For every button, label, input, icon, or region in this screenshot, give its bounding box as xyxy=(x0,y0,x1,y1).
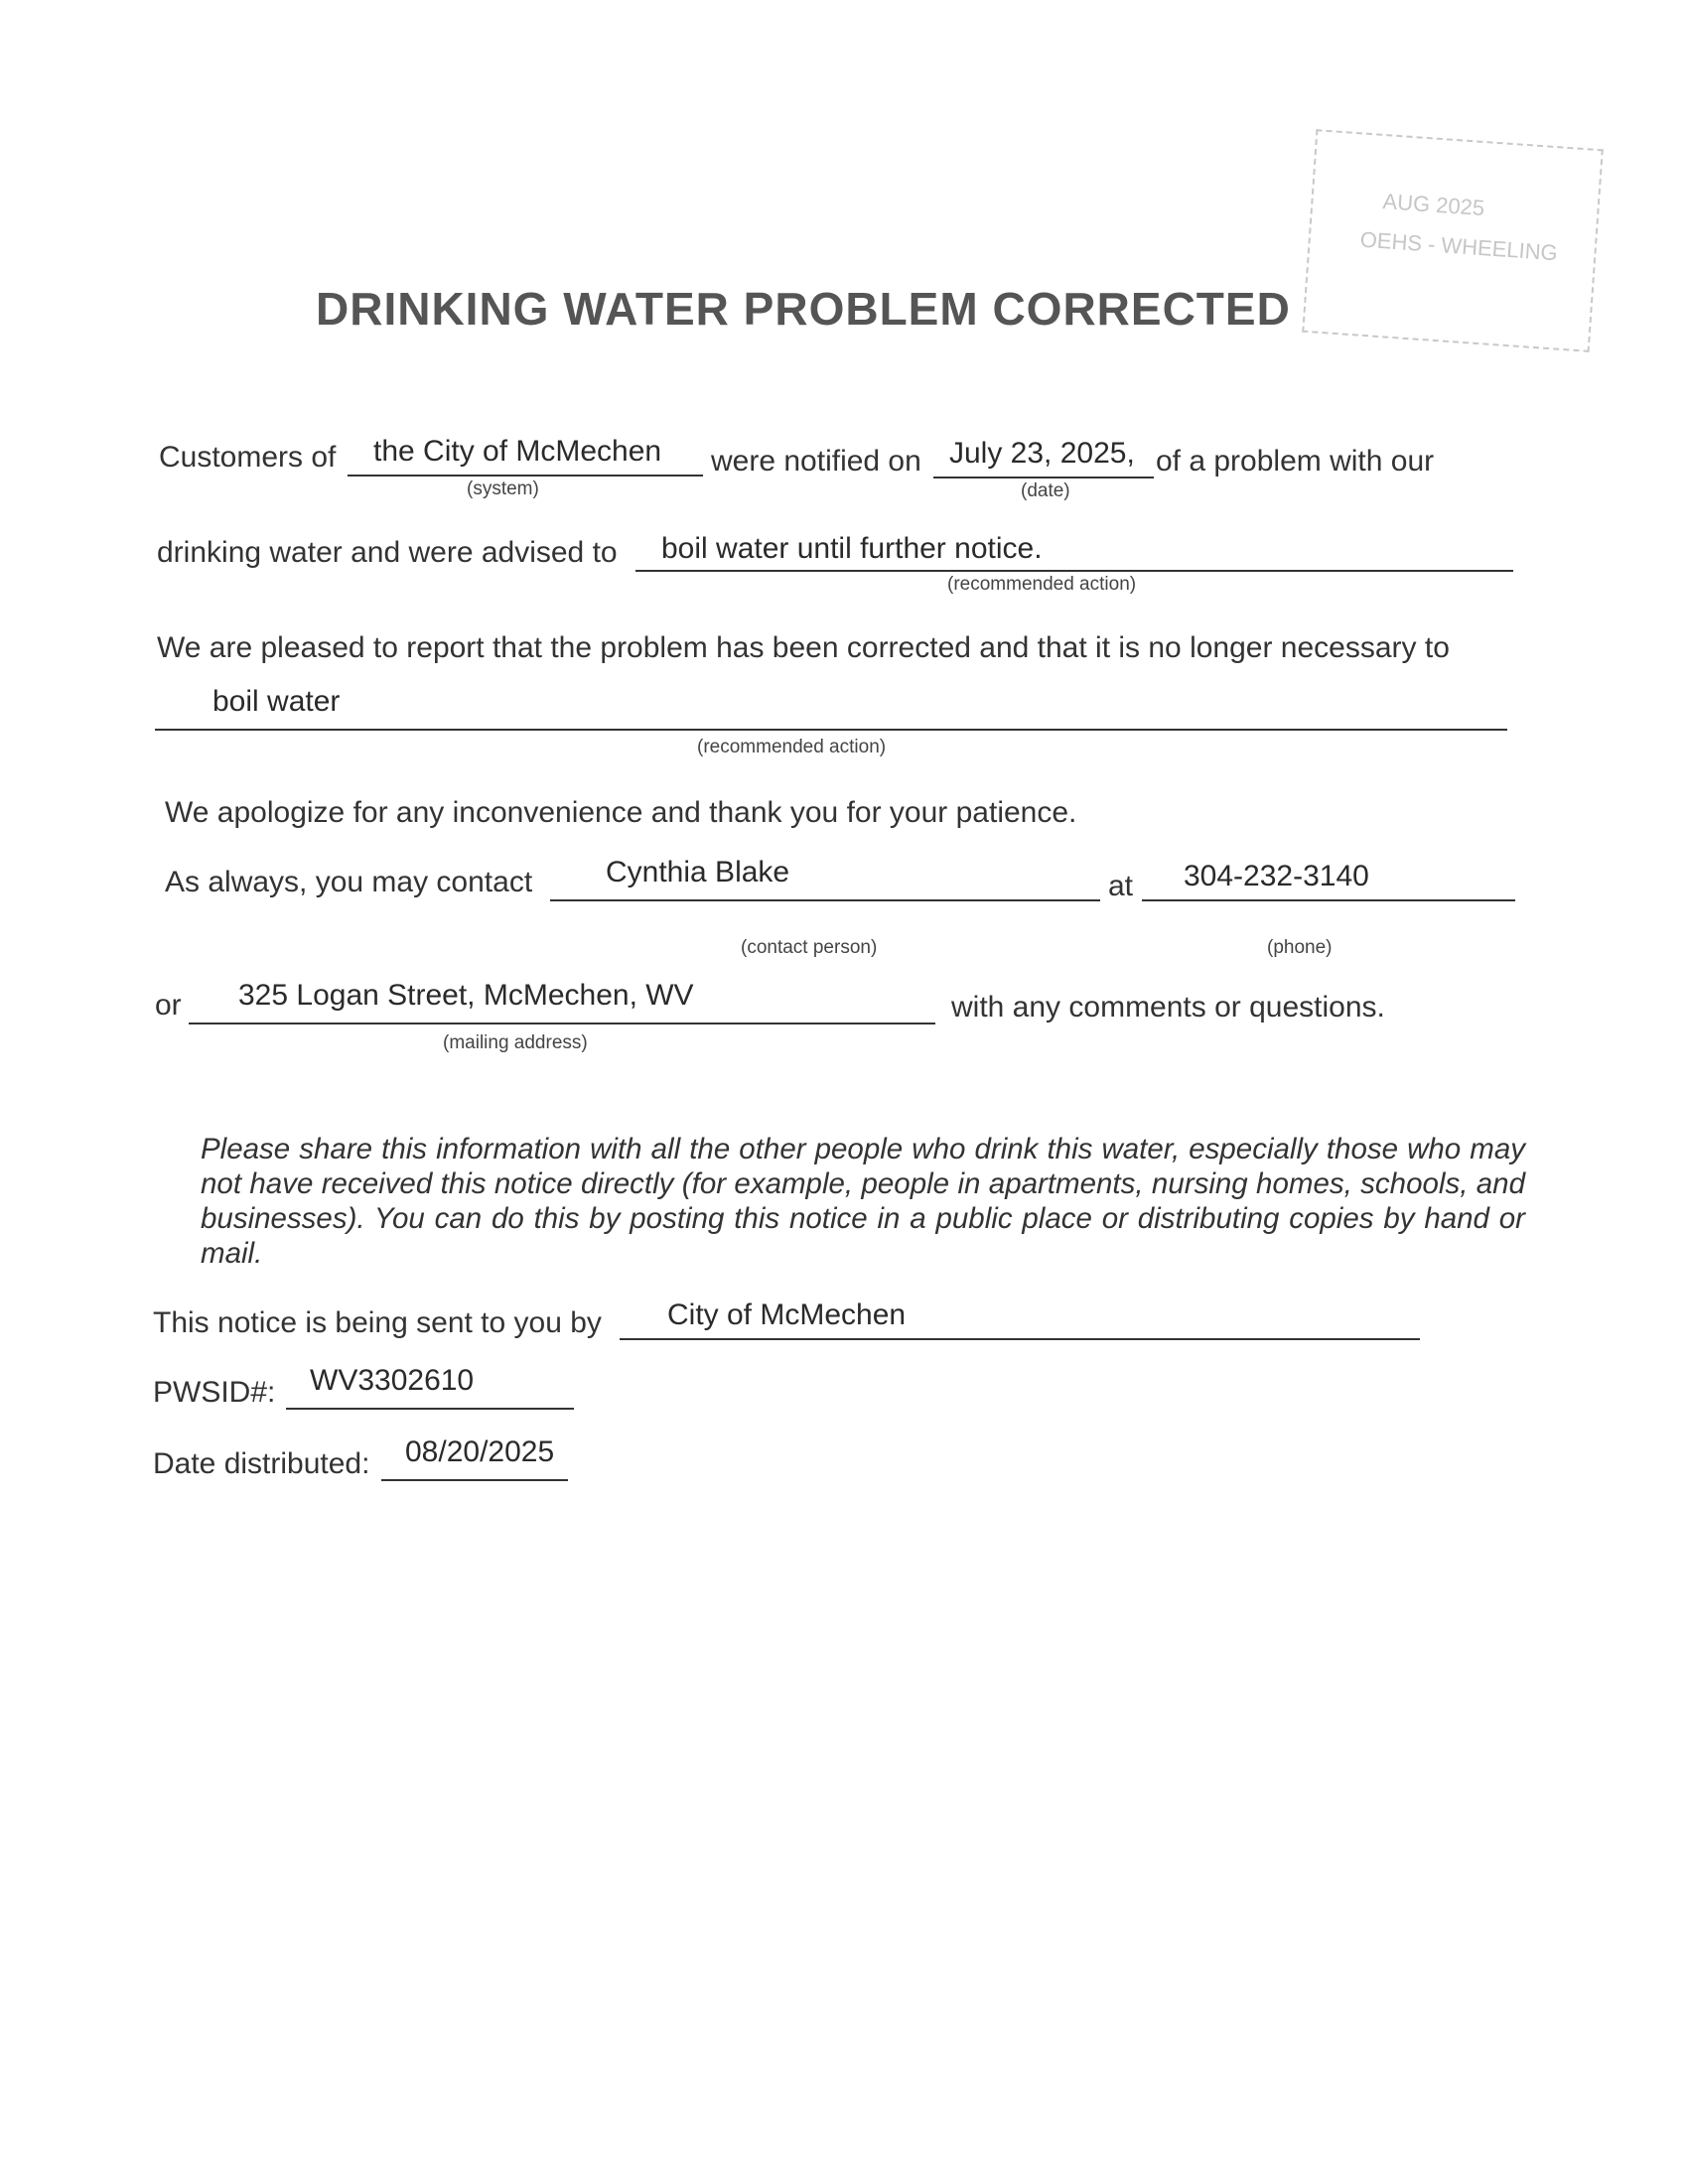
date-distributed-value[interactable]: 08/20/2025 xyxy=(405,1435,555,1468)
date-value[interactable]: July 23, 2025, xyxy=(949,437,1135,470)
contact-caption: (contact person) xyxy=(741,937,878,958)
or-label: or xyxy=(155,989,182,1022)
comments-label: with any comments or questions. xyxy=(951,991,1385,1024)
received-stamp xyxy=(1302,129,1604,352)
corrected-action-value[interactable]: boil water xyxy=(212,685,341,718)
sent-by-line xyxy=(620,1338,1420,1340)
sent-by-label: This notice is being sent to you by xyxy=(153,1306,602,1339)
system-caption: (system) xyxy=(467,478,539,499)
action-value[interactable]: boil water until further notice. xyxy=(661,532,1043,565)
advised-label: drinking water and were advised to xyxy=(157,536,618,569)
pwsid-label: PWSID#: xyxy=(153,1376,276,1409)
page-title: DRINKING WATER PROBLEM CORRECTED xyxy=(316,283,1291,335)
contact-value[interactable]: Cynthia Blake xyxy=(606,856,790,888)
stamp-line-3: OEHS - WHEELING xyxy=(1359,226,1559,266)
address-line xyxy=(189,1023,935,1024)
address-value[interactable]: 325 Logan Street, McMechen, WV xyxy=(238,979,694,1012)
pwsid-value[interactable]: WV3302610 xyxy=(310,1364,475,1397)
at-label: at xyxy=(1108,870,1134,902)
sent-by-value[interactable]: City of McMechen xyxy=(667,1298,907,1331)
apology-text: We apologize for any inconvenience and thank you for your patience. xyxy=(165,796,1077,829)
action-caption: (recommended action) xyxy=(947,574,1137,595)
date-caption: (date) xyxy=(1021,480,1070,501)
stamp-line-2: AUG 2025 xyxy=(1381,189,1485,221)
share-paragraph: Please share this information with all the other people who drink this water, especially those who may not have received this notice directly (for example, people in apartments, nursing homes, schools, and businesses). You can do this by posting this notice in a public place or distributing copies by hand or mail. xyxy=(201,1133,1525,1270)
pwsid-line xyxy=(286,1408,574,1410)
contact-line xyxy=(550,899,1100,901)
corrected-action-line xyxy=(155,729,1507,731)
phone-caption: (phone) xyxy=(1267,937,1333,958)
date-distributed-label: Date distributed: xyxy=(153,1447,370,1480)
address-caption: (mailing address) xyxy=(443,1032,588,1053)
customers-of-label: Customers of xyxy=(159,441,337,474)
phone-value[interactable]: 304-232-3140 xyxy=(1184,860,1369,892)
phone-line xyxy=(1142,899,1515,901)
corrected-action-caption: (recommended action) xyxy=(697,737,887,757)
problem-label: of a problem with our xyxy=(1156,445,1435,478)
date-distributed-line xyxy=(381,1479,568,1481)
system-value[interactable]: the City of McMechen xyxy=(373,435,662,468)
date-line xyxy=(933,477,1154,478)
action-line xyxy=(635,570,1513,572)
system-line xyxy=(348,475,703,477)
contact-label: As always, you may contact xyxy=(165,866,533,898)
notified-on-label: were notified on xyxy=(711,445,921,478)
corrected-label: We are pleased to report that the problem has been corrected and that it is no longer necessary to xyxy=(157,631,1450,664)
